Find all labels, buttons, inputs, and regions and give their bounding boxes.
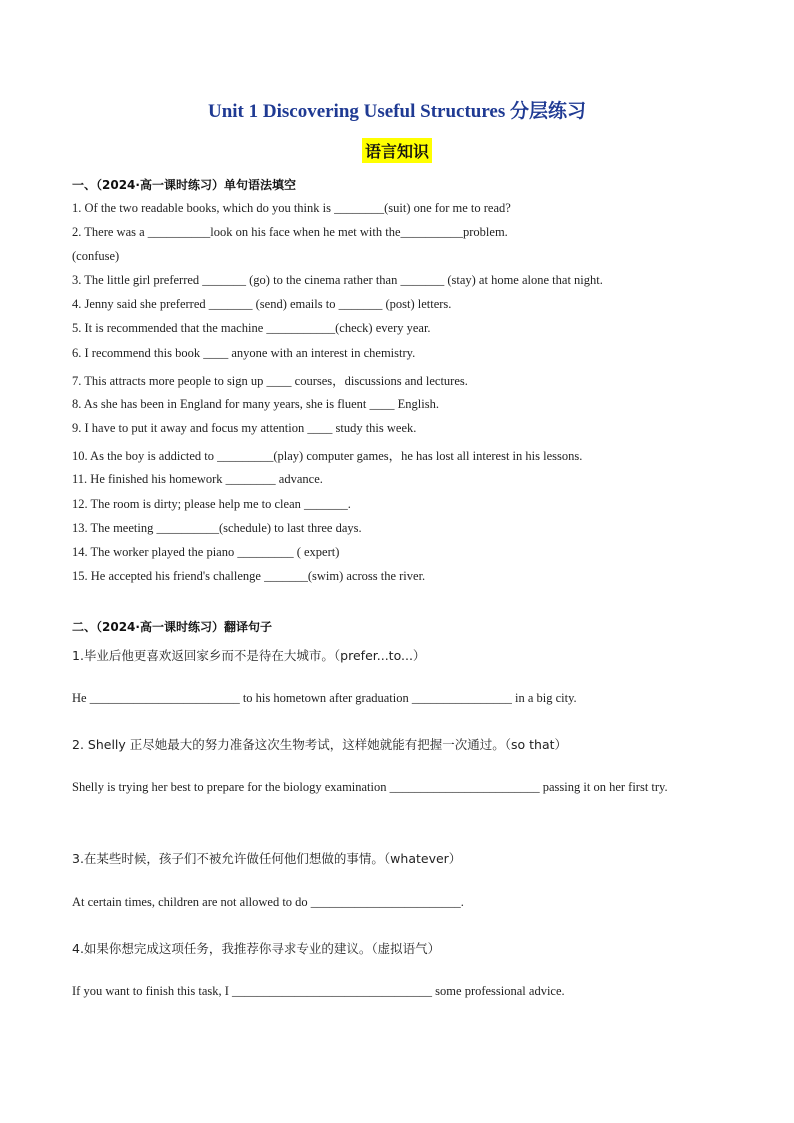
question-line: 5. It is recommended that the machine ___________(check) every year. [72,321,431,335]
translation-prompt: 3.在某些时候，孩子们不被允许做任何他们想做的事情。（whatever） [72,851,462,866]
translation-answer: At certain times, children are not allowed to do ________________________. [72,895,464,909]
question-line: 8. As she has been in England for many years, she is fluent ____ English. [72,397,439,411]
question-line: 1. Of the two readable books, which do you think is ________(suit) one for me to read? [72,201,511,215]
translation-prompt: 4.如果你想完成这项任务，我推荐你寻求专业的建议。（虚拟语气） [72,941,441,956]
page-title: Unit 1 Discovering Useful Structures 分层练习 [207,101,587,122]
question-line: 7. This attracts more people to sign up ____ courses，discussions and lectures. [72,374,468,388]
question-line: 11. He finished his homework ________ advance. [72,472,323,486]
question-line: 2. There was a __________look on his face when he met with the__________problem. [72,225,508,239]
question-line: 9. I have to put it away and focus my attention ____ study this week. [72,421,417,435]
question-line: 13. The meeting __________(schedule) to last three days. [72,521,362,535]
question-line: 12. The room is dirty; please help me to clean _______. [72,497,351,511]
section-subtitle: 语言知识 [362,138,432,163]
translation-prompt: 2. Shelly 正尽她最大的努力准备这次生物考试，这样她就能有把握一次通过。（so that） [72,737,568,752]
translation-answer: He ________________________ to his hometown after graduation ________________ in a big city. [72,691,577,705]
question-line: 14. The worker played the piano _________ ( expert) [72,545,340,559]
question-line: 3. The little girl preferred _______ (go) to the cinema rather than _______ (stay) at home alone that night. [72,273,603,287]
translation-prompt: 1.毕业后他更喜欢返回家乡而不是待在大城市。（prefer...to...） [72,648,426,663]
section2-heading: 二、（2024·高一课时练习）翻译句子 [72,620,272,634]
question-line: (confuse) [72,249,120,263]
question-line: 6. I recommend this book ____ anyone with an interest in chemistry. [72,346,416,360]
translation-answer: Shelly is trying her best to prepare for the biology examination ________________________ passing it on her first try. [72,780,668,794]
section1-heading: 一、（2024·高一课时练习）单句语法填空 [72,178,296,192]
question-line: 4. Jenny said she preferred _______ (send) emails to _______ (post) letters. [72,297,452,311]
translation-answer: If you want to finish this task, I ________________________________ some professional advice. [72,984,565,998]
question-line: 15. He accepted his friend's challenge _______(swim) across the river. [72,569,426,583]
question-line: 10. As the boy is addicted to _________(play) computer games，he has lost all interest in his lessons. [72,449,583,463]
subtitle-wrap [0,138,794,163]
